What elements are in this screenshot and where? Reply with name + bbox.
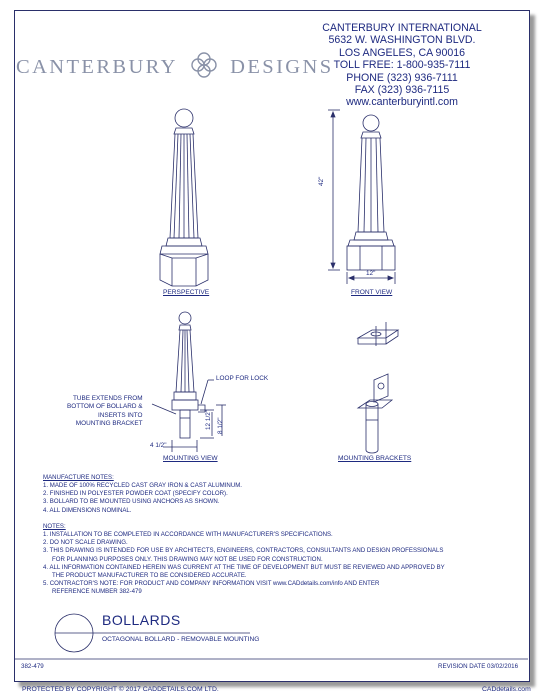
manufacture-note: 3. BOLLARD TO BE MOUNTED USING ANCHORS AS SHOWN. [43, 498, 220, 506]
note-line: 3. THIS DRAWING IS INTENDED FOR USE BY ARCHITECTS, ENGINEERS, CONTRACTORS, CONSULTANTS AND DESIGN PROFESSIONALS [43, 547, 444, 555]
notes-heading: NOTES: [43, 523, 66, 530]
drawing-subtitle: OCTAGONAL BOLLARD - REMOVABLE MOUNTING [102, 636, 260, 643]
manufacture-note: 1. MADE OF 100% RECYCLED CAST GRAY IRON & CAST ALUMINUM. [43, 482, 242, 490]
height-dimension: 42" [318, 176, 325, 186]
note-line: 1. INSTALLATION TO BE COMPLETED IN ACCORDANCE WITH MANUFACTURER'S SPECIFICATIONS. [43, 531, 333, 539]
tube-callout [67, 395, 143, 429]
tube-callout-line: BOTTOM OF BOLLARD & [67, 403, 143, 411]
perspective-caption: PERSPECTIVE [163, 289, 210, 296]
fax-number: FAX (323) 936-7115 [354, 84, 450, 97]
logo-left-word: CANTERBURY [16, 56, 178, 78]
note-line: 2. DO NOT SCALE DRAWING. [43, 539, 128, 547]
tube-8-dimension: 8 1/2" [217, 417, 224, 434]
manufacture-notes-heading: MANUFACTURE NOTES: [43, 474, 114, 481]
mounting-view-drawing [152, 312, 226, 452]
company-name: CANTERBURY INTERNATIONAL [322, 22, 482, 34]
title-block [44, 613, 514, 651]
note-line: THE PRODUCT MANUFACTURER TO BE CONSIDERED ACCURATE. [52, 571, 247, 579]
tube-callout-line: INSERTS INTO [98, 411, 143, 419]
note-line: 4. ALL INFORMATION CONTAINED HEREIN WAS CURRENT AT THE TIME OF DEVELOPMENT BUT MUST BE REVIEWED AND APPROVED BY [43, 563, 445, 571]
mounting-brackets-caption: MOUNTING BRACKETS [338, 455, 412, 462]
note-line: 5. CONTRACTOR'S NOTE: FOR PRODUCT AND COMPANY INFORMATION VISIT www.CADdetails.com/info AND ENTER [43, 580, 380, 588]
front-view-caption: FRONT VIEW [351, 289, 393, 296]
copyright-notice: PROTECTED BY COPYRIGHT © 2017 CADDETAILS.COM LTD. [22, 686, 219, 693]
note-line: REFERENCE NUMBER 382-479 [52, 588, 142, 596]
drawing-title: BOLLARDS [102, 612, 181, 628]
address-line-1: 5632 W. WASHINGTON BLVD. [328, 34, 476, 47]
toll-free-number: TOLL FREE: 1-800-935-7111 [333, 59, 471, 72]
caddetails-link[interactable]: CADdetails.com [482, 686, 531, 693]
perspective-bollard-drawing [160, 109, 208, 286]
reference-id: 382-479 [21, 663, 44, 670]
tube-callout-line: MOUNTING BRACKET [75, 420, 143, 428]
manufacture-note: 2. FINISHED IN POLYESTER POWDER COAT (SPECIFY COLOR). [43, 490, 228, 498]
revision-date: REVISION DATE 03/02/2016 [438, 663, 519, 670]
phone-number: PHONE (323) 936-7111 [346, 71, 458, 84]
tube-callout-line: TUBE EXTENDS FROM [72, 395, 143, 402]
logo-right-word: DESIGNS [230, 56, 334, 78]
general-notes [43, 523, 503, 596]
note-line: FOR PLANNING PURPOSES ONLY. THIS DRAWING MAY NOT BE USED FOR CONSTRUCTION. [52, 555, 323, 563]
tube-12-dimension: 12 1/2" [205, 409, 212, 430]
loop-for-lock-callout: LOOP FOR LOCK [216, 375, 269, 382]
front-view-bollard-drawing [328, 110, 395, 284]
mounting-brackets-drawing [358, 322, 398, 453]
website-link[interactable]: www.canterburyintl.com [346, 96, 458, 109]
bracket-width-dimension: 4 1/2" [150, 442, 167, 449]
width-dimension: 12" [366, 270, 376, 277]
address-line-2: LOS ANGELES, CA 90016 [338, 46, 466, 59]
manufacture-notes [43, 474, 503, 515]
manufacture-note: 4. ALL DIMENSIONS NOMINAL. [43, 506, 132, 514]
mounting-view-caption: MOUNTING VIEW [163, 455, 218, 462]
